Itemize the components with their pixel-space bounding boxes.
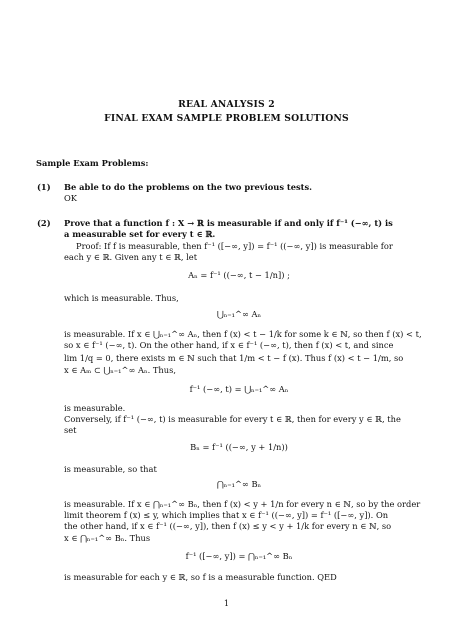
problem1-statement: Be able to do the problems on the two previous tests. bbox=[64, 182, 313, 192]
display-equation: ⋃ₙ₌₁^∞ Aₙ bbox=[216, 309, 262, 319]
problem2-statement-line1: Prove that a function f : X → ℝ is measurable if and only if f⁻¹ (−∞, t) is bbox=[64, 218, 393, 228]
problem1-answer: OK bbox=[64, 193, 78, 203]
section-heading: Sample Exam Problems: bbox=[36, 158, 149, 168]
display-equation: Bₙ = f⁻¹ ((−∞, y + 1/n)) bbox=[190, 442, 288, 452]
proof-line: is measurable. If x ∈ ⋃ₙ₌₁^∞ Aₙ, then f (x) < t − 1/k for some k ∈ ℕ, so then f (x) < t, bbox=[64, 329, 422, 339]
document-title-line1: REAL ANALYSIS 2 bbox=[178, 99, 275, 110]
proof-line: set bbox=[64, 425, 77, 435]
problem1-number: (1) bbox=[37, 182, 51, 192]
proof-line: is measurable. bbox=[64, 403, 126, 413]
proof-line: the other hand, if x ∈ f⁻¹ ((−∞, y]), then f (x) ≤ y < y + 1/k for every n ∈ ℕ, so bbox=[64, 521, 392, 531]
display-equation: f⁻¹ ([−∞, y]) = ⋂ₙ₌₁^∞ Bₙ bbox=[185, 551, 293, 561]
proof-line: x ∈ ⋂ₙ₌₁^∞ Bₙ. Thus bbox=[64, 533, 151, 543]
proof-line: each y ∈ ℝ. Given any t ∈ ℝ, let bbox=[64, 252, 198, 262]
proof-line: Proof: If f is measurable, then f⁻¹ ([−∞, y]) = f⁻¹ ((−∞, y]) is measurable for bbox=[76, 241, 393, 251]
display-equation: f⁻¹ (−∞, t) = ⋃ₙ₌₁^∞ Aₙ bbox=[189, 384, 289, 394]
proof-line: which is measurable. Thus, bbox=[64, 293, 179, 303]
problem2-statement-line2: a measurable set for every t ∈ ℝ. bbox=[64, 229, 216, 239]
proof-line: x ∈ Aₘ ⊂ ⋃ₙ₌₁^∞ Aₙ. Thus, bbox=[64, 365, 176, 375]
document-title-line2: FINAL EXAM SAMPLE PROBLEM SOLUTIONS bbox=[104, 113, 349, 124]
proof-line: Conversely, if f⁻¹ (−∞, t) is measurable for every t ∈ ℝ, then for every y ∈ ℝ, the bbox=[64, 414, 401, 424]
proof-line: so x ∈ f⁻¹ (−∞, t). On the other hand, if x ∈ f⁻¹ (−∞, t), then f (x) < t, and since bbox=[64, 340, 394, 350]
display-equation: ⋂ₙ₌₁^∞ Bₙ bbox=[216, 479, 262, 489]
problem2-number: (2) bbox=[37, 218, 51, 228]
page-number: 1 bbox=[223, 598, 230, 608]
proof-line: is measurable for each y ∈ ℝ, so f is a measurable function. QED bbox=[64, 572, 337, 582]
proof-line: is measurable. If x ∈ ⋂ₙ₌₁^∞ Bₙ, then f (x) < y + 1/n for every n ∈ ℕ, so by the order bbox=[64, 499, 421, 509]
proof-line: limit theorem f (x) ≤ y, which implies that x ∈ f⁻¹ ((−∞, y]) = f⁻¹ ([−∞, y]). On bbox=[64, 510, 389, 520]
display-equation: Aₙ = f⁻¹ ((−∞, t − 1/n]) ; bbox=[188, 270, 290, 280]
proof-line: is measurable, so that bbox=[64, 464, 157, 474]
proof-line: lim 1/q = 0, there exists m ∈ ℕ such that 1/m < t − f (x). Thus f (x) < t − 1/m, so bbox=[64, 353, 404, 363]
